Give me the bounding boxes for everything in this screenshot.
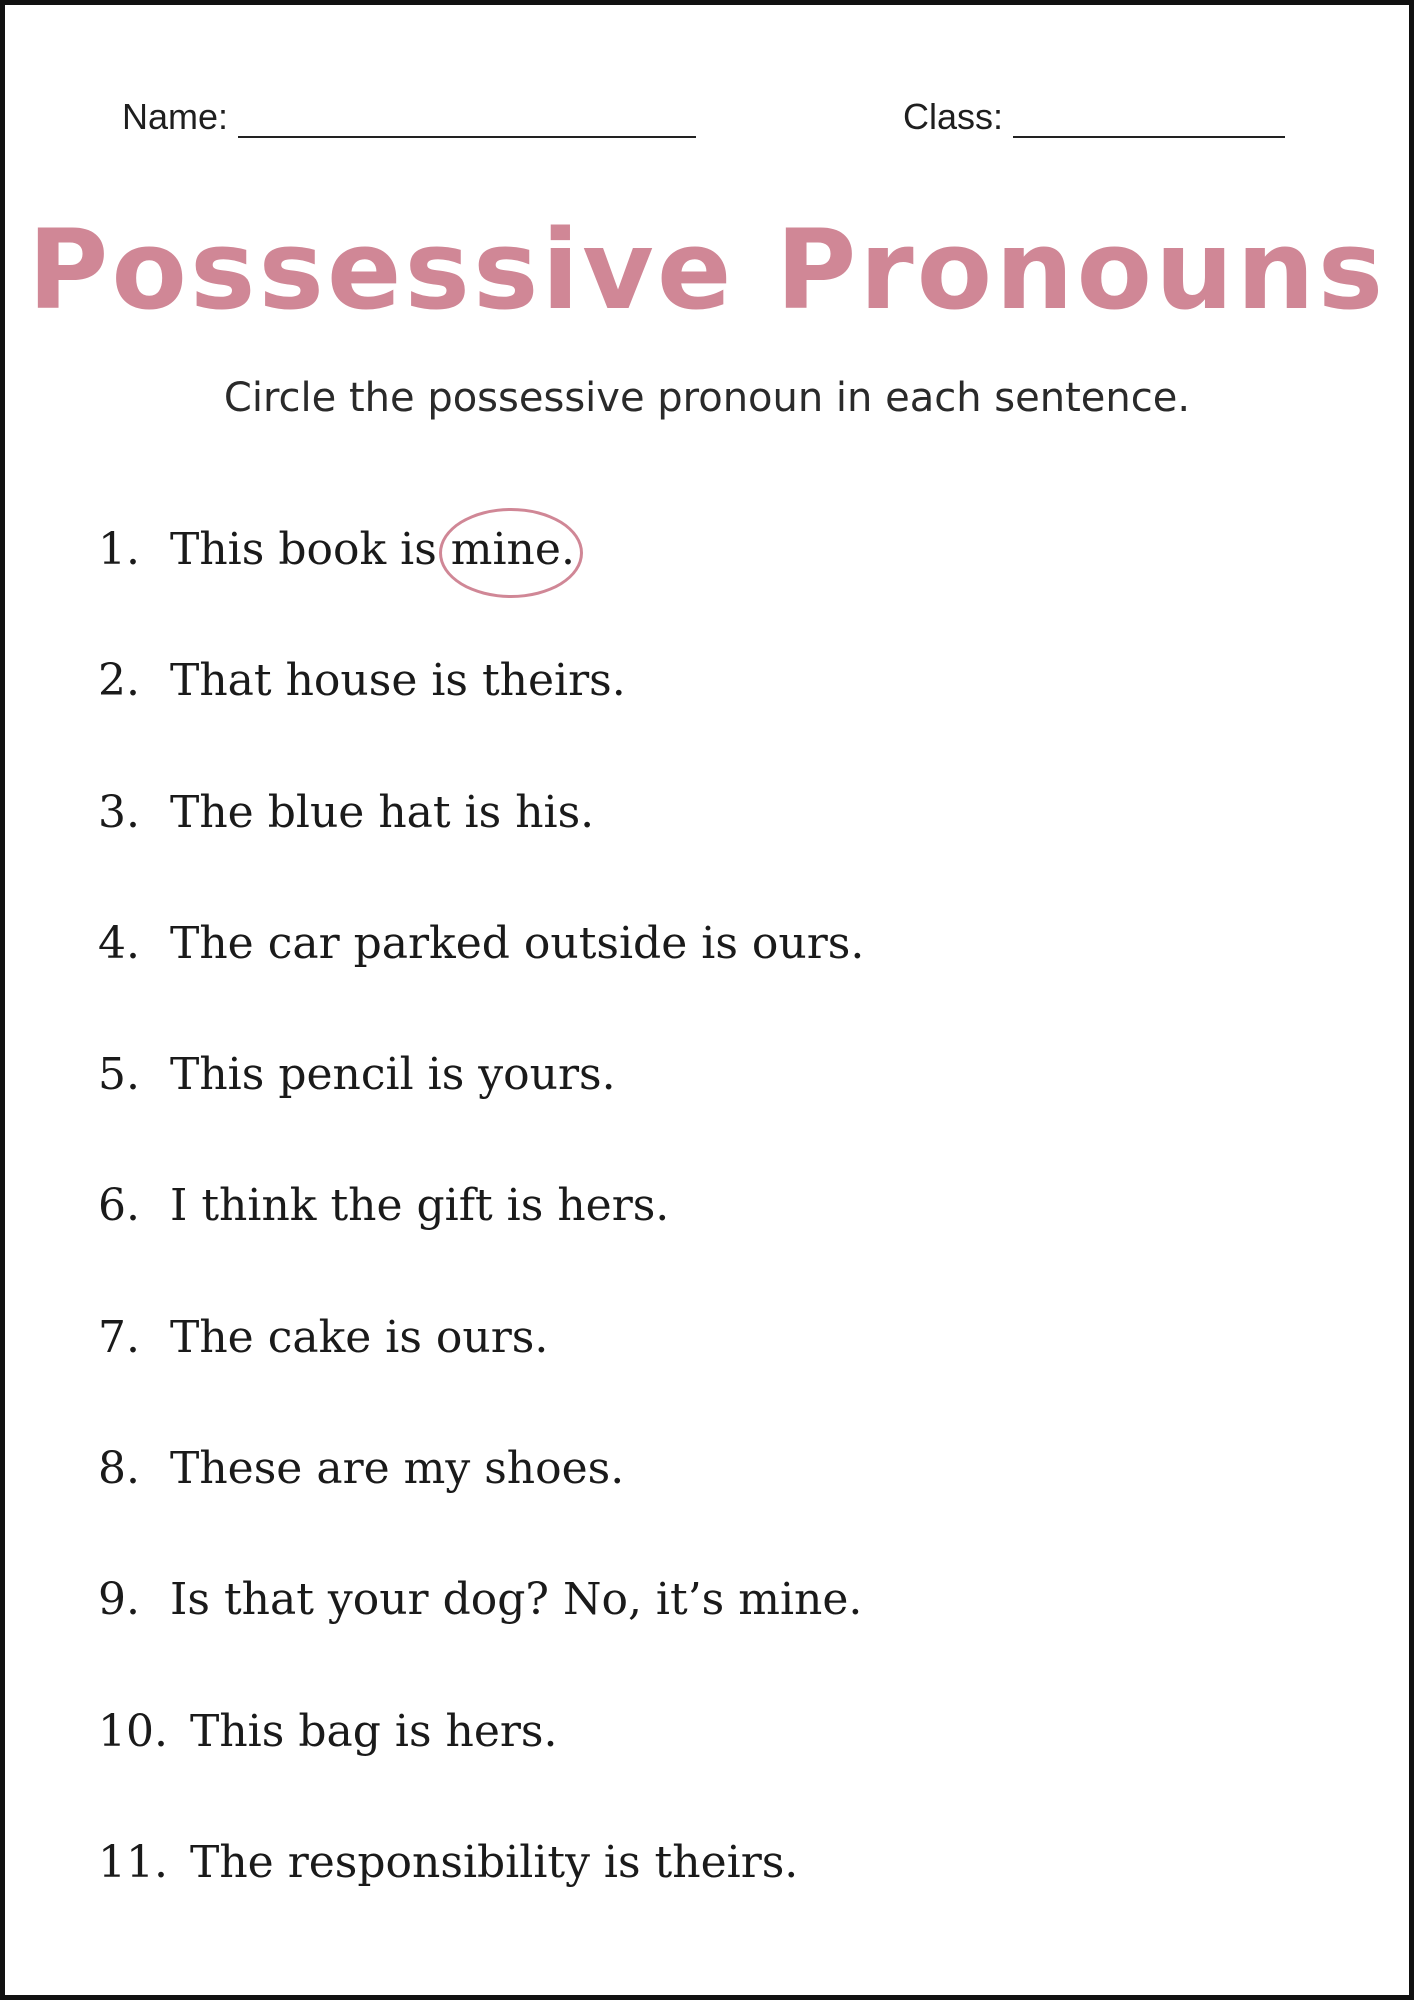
question-number: 4. [98,917,140,969]
question-item [98,1176,864,1307]
question-number: 3. [98,786,140,838]
question-text[interactable]: These are my shoes. [170,1443,625,1495]
question-item [98,1439,864,1570]
question-item [98,783,864,914]
question-text[interactable]: The blue hat is his. [170,786,595,838]
question-text[interactable]: That house is theirs. [170,655,626,707]
class-label: Class: [903,96,1004,137]
question-number: 10. [98,1705,168,1757]
class-blank-line[interactable] [1013,92,1285,138]
instructions: Circle the possessive pronoun in each sentence. [223,375,1191,421]
name-label: Name: [122,96,229,137]
name-blank-line[interactable] [238,92,696,138]
circled-answer-text: mine. [450,524,575,575]
question-text[interactable]: The cake is ours. [170,1311,549,1363]
question-text[interactable]: The responsibility is theirs. [190,1836,799,1888]
question-text[interactable]: This pencil is yours. [170,1049,616,1101]
circled-answer[interactable] [451,520,575,580]
question-number: 11. [98,1836,168,1888]
question-text[interactable]: The car parked outside is ours. [170,917,865,969]
question-number: 6. [98,1180,140,1232]
question-item [98,1570,864,1701]
question-number: 2. [98,655,140,707]
question-item [98,1833,864,1964]
question-item [98,1308,864,1439]
question-text[interactable]: I think the gift is hers. [170,1180,670,1232]
question-number: 9. [98,1574,140,1626]
question-list [98,520,864,1964]
name-field [122,92,696,138]
question-number: 1. [98,524,140,575]
question-number: 5. [98,1049,140,1101]
question-number: 7. [98,1311,140,1363]
answer-circle-mark [439,508,583,598]
question-number: 8. [98,1443,140,1495]
question-text[interactable]: Is that your dog? No, it’s mine. [170,1574,863,1626]
question-text[interactable]: This bag is hers. [190,1705,558,1757]
class-field [903,92,1285,138]
question-item [98,1702,864,1833]
question-item [98,651,864,782]
question-text: This book is [170,524,451,575]
worksheet-title: Possessive Pronouns [27,206,1387,334]
question-item [98,914,864,1045]
question-item [98,520,864,651]
question-item [98,1045,864,1176]
